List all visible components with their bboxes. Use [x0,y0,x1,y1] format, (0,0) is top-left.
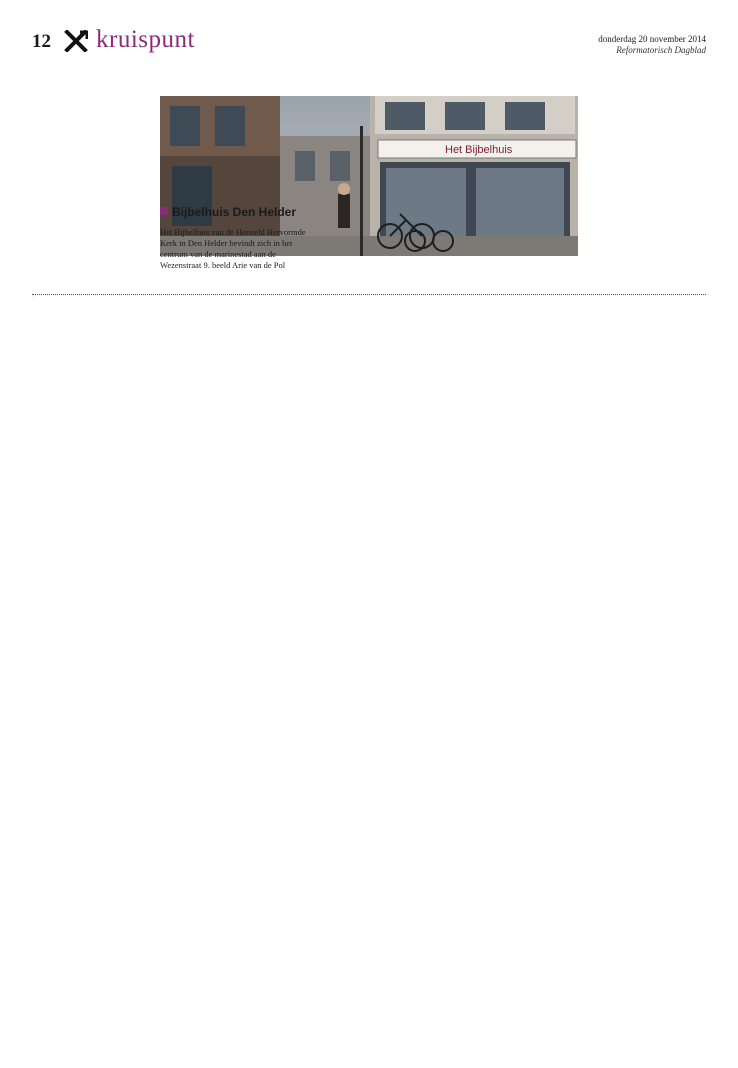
issue-date: donderdag 20 november 2014 [598,34,706,44]
listing-column-5 [544,306,656,1066]
photo-title [160,205,296,219]
listing-column-2 [160,306,272,1066]
listing-column-4 [416,306,528,1066]
listing-column-6 [672,306,722,1066]
dotted-divider [32,294,706,295]
crossroads-logo-icon [64,30,88,52]
square-bullet-icon [160,207,168,215]
church-services-listing [32,306,722,1066]
page-number: 12 [32,31,51,52]
listing-column-1 [32,306,144,1066]
shop-sign-text: Het Bijbelhuis [445,144,513,156]
page-header [0,0,738,60]
listing-column-3 [288,306,400,1066]
section-title: kruispunt [96,26,195,53]
newspaper-name: Reformatorisch Dagblad [616,45,706,55]
photo-title-text: Bijbelhuis Den Helder [172,205,297,219]
photo-caption: Het Bijbelhuis van de Hersteld Hervormde Kerk in Den Helder bevindt zich in het centrum van de marinestad aan de Wezenstraat 9. beeld Arie van de Pol [160,227,306,270]
